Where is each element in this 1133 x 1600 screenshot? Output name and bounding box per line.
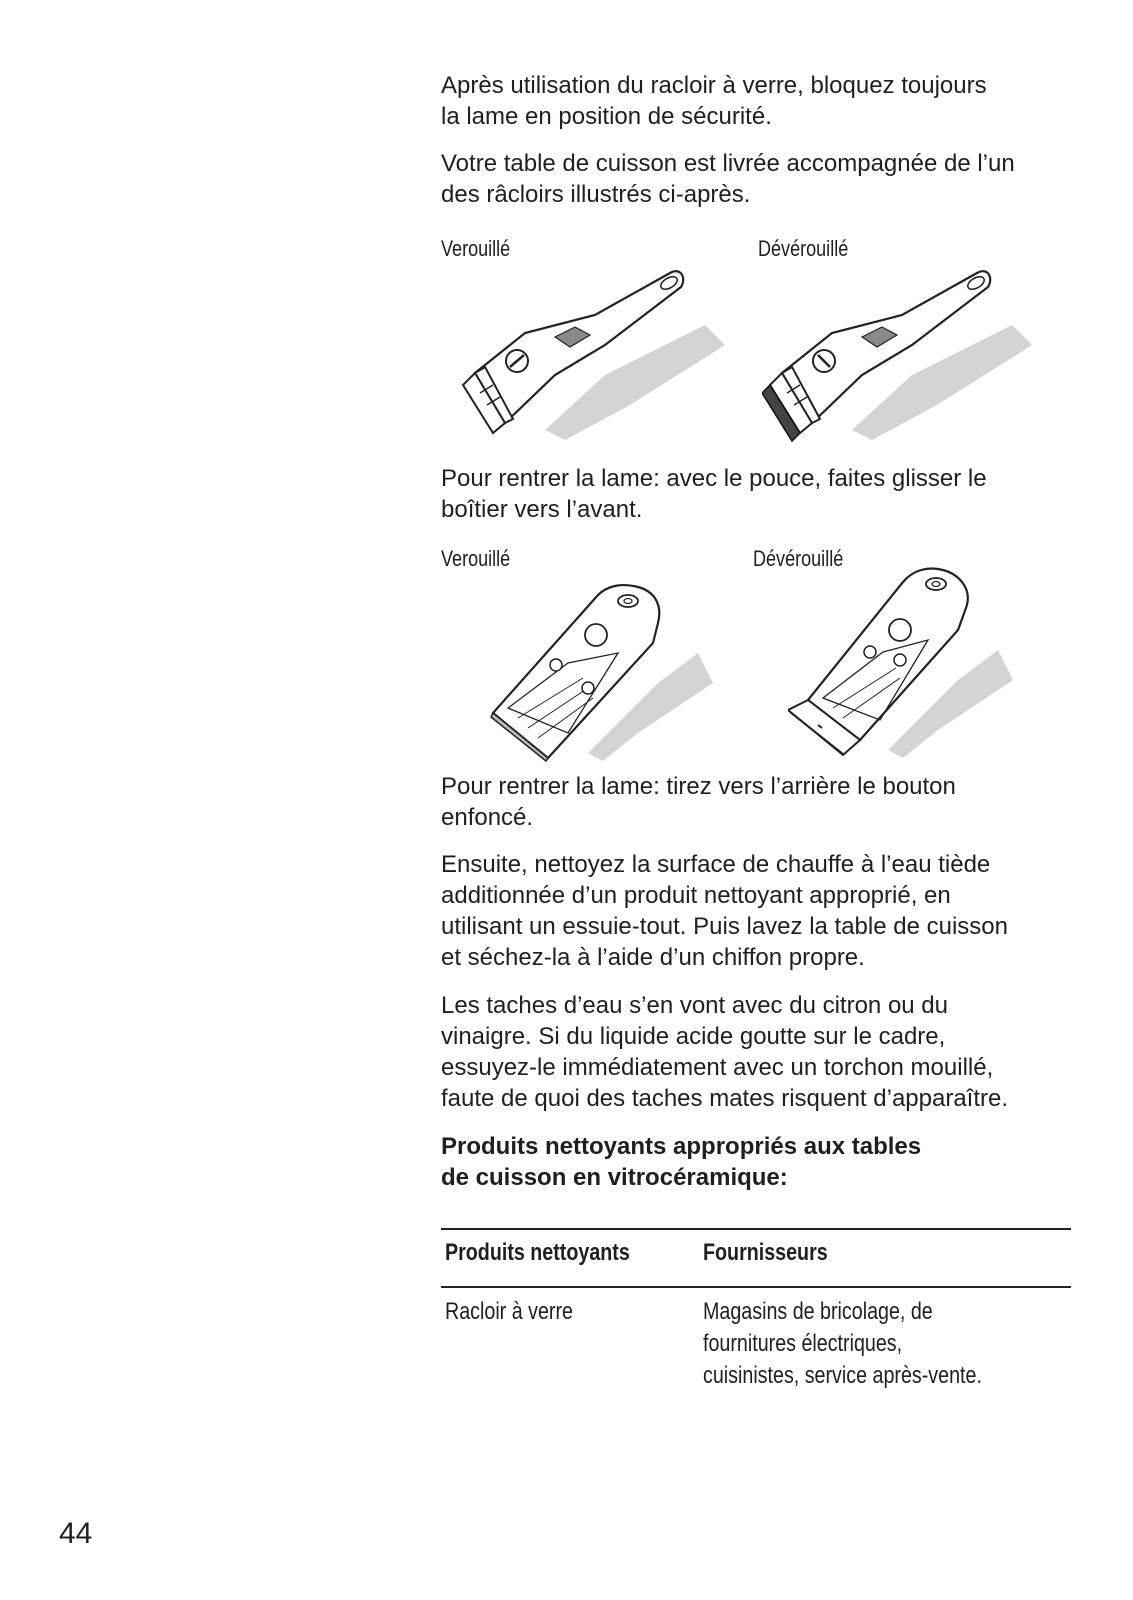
table-header-products: Produits nettoyants — [445, 1239, 630, 1266]
intro-paragraph-2: Votre table de cuisson est livrée accompagnée de l’un des râcloirs illustrés ci-après. — [441, 150, 1015, 208]
push-button-scraper-unlocked-illustration — [788, 560, 1018, 760]
table-header-suppliers: Fournisseurs — [703, 1239, 828, 1266]
table-header-rule — [441, 1286, 1071, 1288]
intro-paragraph-1: Après utilisation du racloir à verre, bloquez toujours la lame en position de sécurité. — [441, 72, 987, 130]
stains-paragraph: Les taches d’eau s’en vont avec du citron ou du vinaigre. Si du liquide acide goutte sur le cadre, essuyez-le immédiatement avec un torchon mouillé, faute de quoi des taches mates risquent d’apparaître. — [441, 992, 1009, 1112]
scraper-locked-illustration — [455, 255, 735, 445]
table-top-rule — [441, 1228, 1071, 1230]
figure2-label-unlocked: Dévérouillé — [753, 546, 844, 571]
scraper-unlocked-illustration — [762, 255, 1042, 445]
figure2-label-locked: Verouillé — [441, 546, 511, 571]
page-number: 44 — [59, 1517, 93, 1550]
table-cell-product: Racloir à verre — [445, 1298, 573, 1325]
cleaning-paragraph: Ensuite, nettoyez la surface de chauffe à l’eau tiède additionnée d’un produit nettoyant approprié, en utilisant un essuie-tout. Puis lavez la table de cuisson et séchez-la à l’aide d’un chiffon propre. — [441, 851, 1008, 971]
figure1-label-locked: Verouillé — [441, 236, 511, 261]
cleaning-products-heading: Produits nettoyants appropriés aux tables de cuisson en vitrocéramique: — [441, 1133, 922, 1191]
figure1-label-unlocked: Dévérouillé — [758, 236, 849, 261]
push-button-scraper-locked-illustration — [488, 583, 718, 763]
table-cell-suppliers: Magasins de bricolage, de fournitures électriques, cuisinistes, service après-vente. — [703, 1298, 982, 1389]
instruction-slide-housing: Pour rentrer la lame: avec le pouce, faites glisser le boîtier vers l’avant. — [441, 465, 987, 523]
instruction-pull-button: Pour rentrer la lame: tirez vers l’arrière le bouton enfoncé. — [441, 773, 956, 831]
